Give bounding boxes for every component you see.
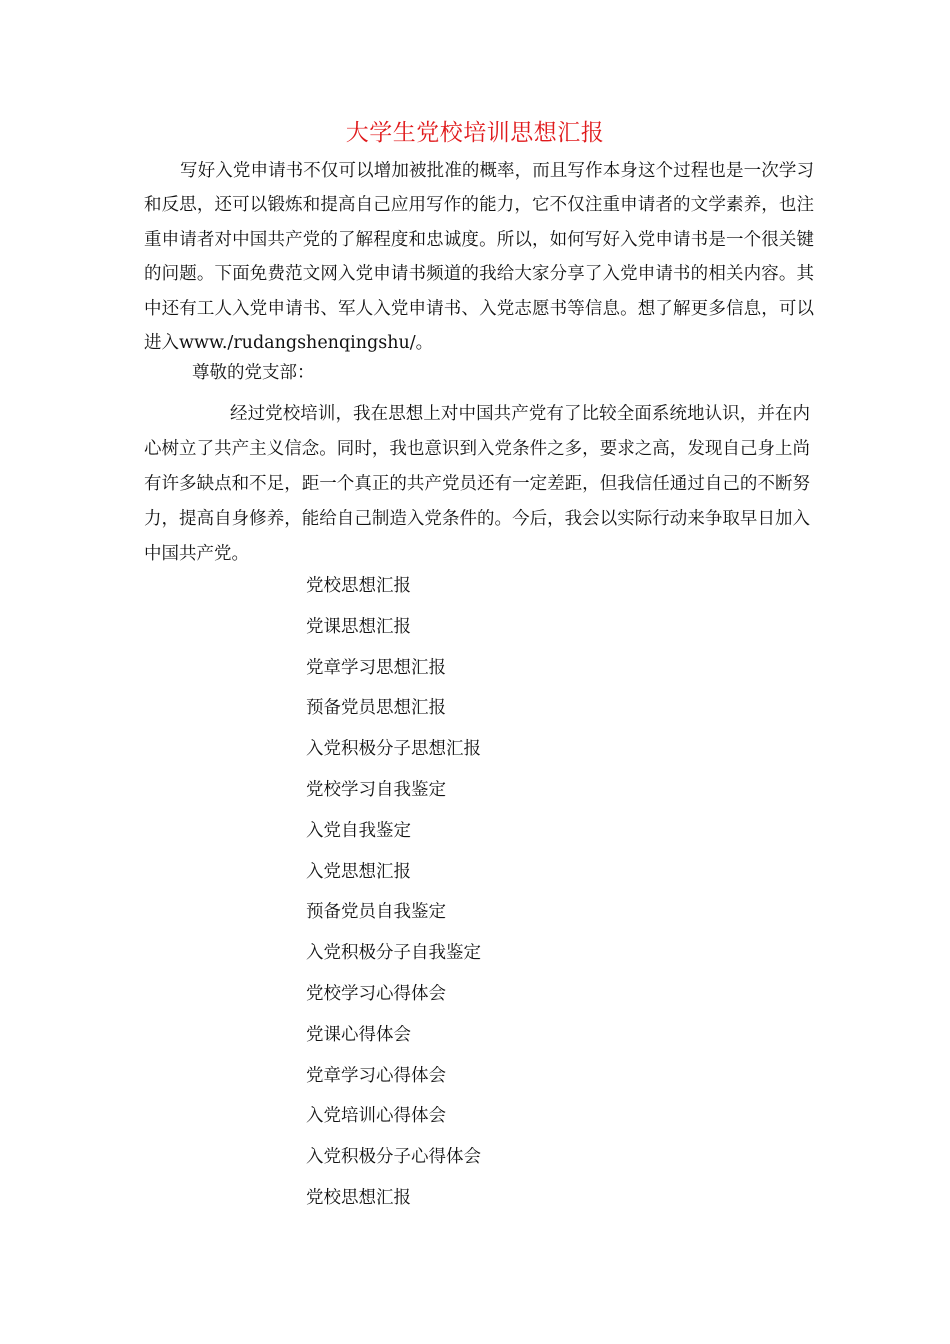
related-link-14[interactable]: 入党培训心得体会 [306, 1106, 446, 1127]
related-link-2[interactable]: 党课思想汇报 [306, 616, 411, 637]
related-link-9[interactable]: 预备党员自我鉴定 [306, 902, 446, 923]
related-link-5[interactable]: 入党积极分子思想汇报 [306, 739, 481, 760]
related-link-11[interactable]: 党校学习心得体会 [306, 983, 446, 1004]
body-paragraph: 经过党校培训，我在思想上对中国共产党有了比较全面系统地认识，并在内心树立了共产主义信念。同时，我也意识到入党条件之多，要求之高，发现自己身上尚有许多缺点和不足，距一个真正的共产党员还有一定差距，但我信任通过自己的不断努力，提高自身修养，能给自己制造入党条件的。今后，我会以实际行动来争取早日加入中国共产党。 [144, 404, 810, 564]
related-link-7[interactable]: 入党自我鉴定 [306, 820, 411, 841]
related-link-16[interactable]: 党校思想汇报 [306, 1187, 411, 1208]
related-links-list [306, 568, 481, 1221]
related-link-12[interactable]: 党课心得体会 [306, 1024, 411, 1045]
document-title: 大学生党校培训思想汇报 [345, 120, 605, 146]
related-link-15[interactable]: 入党积极分子心得体会 [306, 1147, 481, 1168]
related-link-4[interactable]: 预备党员思想汇报 [306, 698, 446, 719]
intro-paragraph: 写好入党申请书不仅可以增加被批准的概率，而且写作本身这个过程也是一次学习和反思，还可以锻炼和提高自己应用写作的能力，它不仅注重申请者的文学素养，也注重申请者对中国共产党的了解程度和忠诚度。所以，如何写好入党申请书是一个很关键的问题。下面免费范文网入党申请书频道的我给大家分享了入党申请书的相关内容。其中还有工人入党申请书、军人入党申请书、入党志愿书等信息。想了解更多信息，可以进入www./rudangshenqingshu/。 [144, 161, 814, 354]
related-link-8[interactable]: 入党思想汇报 [306, 861, 411, 882]
related-link-10[interactable]: 入党积极分子自我鉴定 [306, 943, 481, 964]
related-link-1[interactable]: 党校思想汇报 [306, 576, 411, 596]
related-link-3[interactable]: 党章学习思想汇报 [306, 657, 446, 678]
related-link-13[interactable]: 党章学习心得体会 [306, 1065, 446, 1086]
salutation: 尊敬的党支部： [192, 363, 315, 383]
related-link-6[interactable]: 党校学习自我鉴定 [306, 779, 446, 800]
